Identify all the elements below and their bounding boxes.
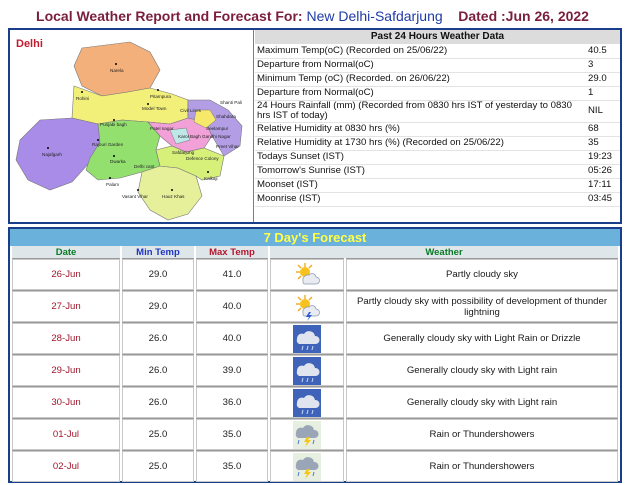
map-label-rohini: Rohini bbox=[76, 96, 90, 101]
forecast-description: Partly cloudy sky bbox=[346, 258, 618, 290]
forecast-max-temp: 35.0 bbox=[196, 418, 268, 450]
forecast-description: Rain or Thundershowers bbox=[346, 450, 618, 482]
map-label-seelampur: Seelampur bbox=[206, 126, 229, 131]
stat-label: Moonrise (IST) bbox=[255, 192, 582, 206]
stat-row bbox=[255, 136, 620, 150]
col-date: Date bbox=[12, 246, 120, 258]
map-label-shanti-pali: Shanti Pali bbox=[220, 100, 242, 105]
forecast-min-temp: 29.0 bbox=[122, 290, 194, 322]
stat-row bbox=[255, 58, 620, 72]
forecast-max-temp: 36.0 bbox=[196, 386, 268, 418]
forecast-min-temp: 29.0 bbox=[122, 258, 194, 290]
map-label-kalkaji: Kalkaji bbox=[204, 176, 218, 181]
map-label-najafgarh: Najafgarh bbox=[42, 152, 62, 157]
forecast-description: Generally cloudy sky with Light rain bbox=[346, 354, 618, 386]
cloud-rain-icon bbox=[293, 325, 321, 353]
map-label-preet-vihar: Preet Vihar bbox=[216, 144, 239, 149]
map-label-shahdara: Shahdara bbox=[216, 114, 236, 119]
forecast-min-temp: 26.0 bbox=[122, 322, 194, 354]
past-24-hours-title: Past 24 Hours Weather Data bbox=[255, 30, 620, 44]
stat-row bbox=[255, 44, 620, 58]
stat-row bbox=[255, 100, 620, 122]
station-name: New Delhi-Safdarjung bbox=[306, 8, 443, 24]
col-min-temp: Min Temp bbox=[122, 246, 194, 258]
stat-row bbox=[255, 86, 620, 100]
stat-label: Relative Humidity at 0830 hrs (%) bbox=[255, 122, 582, 136]
stat-label: Departure from Normal(oC) bbox=[255, 58, 582, 72]
col-weather: Weather bbox=[270, 246, 618, 258]
current-weather-panel bbox=[8, 28, 622, 224]
map-label-pitampura: Pitampura bbox=[150, 94, 171, 99]
forecast-description: Generally cloudy sky with Light rain bbox=[346, 386, 618, 418]
stat-label: 24 Hours Rainfall (mm) (Recorded from 0830 hrs IST of yesterday to 0830 hrs IST of today) bbox=[255, 100, 582, 122]
forecast-max-temp: 41.0 bbox=[196, 258, 268, 290]
col-max-temp: Max Temp bbox=[196, 246, 268, 258]
forecast-max-temp: 39.0 bbox=[196, 354, 268, 386]
stat-value: 29.0 bbox=[582, 72, 620, 86]
map-region-label: Delhi bbox=[16, 38, 43, 50]
forecast-row bbox=[12, 322, 618, 354]
forecast-min-temp: 26.0 bbox=[122, 354, 194, 386]
forecast-date: 30-Jun bbox=[12, 386, 120, 418]
map-label-dwarka: Dwarka bbox=[110, 159, 126, 164]
stat-value: 1 bbox=[582, 86, 620, 100]
forecast-max-temp: 35.0 bbox=[196, 450, 268, 482]
partly-cloudy-thunder-icon bbox=[293, 293, 321, 321]
stat-value: 05:26 bbox=[582, 164, 620, 178]
map-label-defence-colony: Defence Colony bbox=[186, 156, 219, 161]
stat-value: 03:45 bbox=[582, 192, 620, 206]
past-24-hours-panel bbox=[255, 30, 620, 222]
stat-value: 17:11 bbox=[582, 178, 620, 192]
map-label-civil-lines: Civil Lines bbox=[180, 108, 201, 113]
stat-row bbox=[255, 72, 620, 86]
page-title bbox=[0, 8, 625, 24]
stat-label: Todays Sunset (IST) bbox=[255, 150, 582, 164]
stat-row bbox=[255, 164, 620, 178]
map-label-delhi-cant: Delhi cant bbox=[134, 164, 155, 169]
forecast-icon-cell bbox=[270, 258, 344, 290]
stat-row bbox=[255, 178, 620, 192]
forecast-row bbox=[12, 418, 618, 450]
map-label-narela: Narela bbox=[110, 68, 124, 73]
map-label-vasant-vihar: Vasant Vihar bbox=[122, 194, 148, 199]
forecast-date: 27-Jun bbox=[12, 290, 120, 322]
map-label-safdarjung: Safdarjung bbox=[172, 150, 195, 155]
forecast-icon-cell bbox=[270, 290, 344, 322]
stat-value: 35 bbox=[582, 136, 620, 150]
forecast-row bbox=[12, 258, 618, 290]
forecast-table bbox=[10, 246, 620, 482]
map-label-punjabi-bagh: Punjabi bagh bbox=[100, 122, 127, 127]
forecast-icon-cell bbox=[270, 354, 344, 386]
stat-value: 68 bbox=[582, 122, 620, 136]
report-date: Dated :Jun 26, 2022 bbox=[458, 8, 589, 24]
forecast-row bbox=[12, 386, 618, 418]
forecast-min-temp: 25.0 bbox=[122, 418, 194, 450]
thunderstorm-icon bbox=[293, 421, 321, 449]
forecast-description: Rain or Thundershowers bbox=[346, 418, 618, 450]
stat-row bbox=[255, 150, 620, 164]
stat-value: 3 bbox=[582, 58, 620, 72]
stat-value: 40.5 bbox=[582, 44, 620, 58]
report-title: Local Weather Report and Forecast For: bbox=[36, 8, 303, 24]
stat-label: Moonset (IST) bbox=[255, 178, 582, 192]
cloud-rain-icon bbox=[293, 357, 321, 385]
forecast-description: Partly cloudy sky with possibility of development of thunder lightning bbox=[346, 290, 618, 322]
forecast-max-temp: 40.0 bbox=[196, 290, 268, 322]
delhi-district-map bbox=[10, 30, 254, 222]
forecast-icon-cell bbox=[270, 418, 344, 450]
partly-cloudy-icon bbox=[293, 261, 321, 289]
forecast-date: 02-Jul bbox=[12, 450, 120, 482]
forecast-description: Generally cloudy sky with Light Rain or Drizzle bbox=[346, 322, 618, 354]
stat-row bbox=[255, 192, 620, 206]
stat-row bbox=[255, 122, 620, 136]
stat-label: Minimum Temp (oC) (Recorded. on 26/06/22) bbox=[255, 72, 582, 86]
forecast-row bbox=[12, 290, 618, 322]
stat-label: Tomorrow's Sunrise (IST) bbox=[255, 164, 582, 178]
map-region-northwest bbox=[72, 86, 188, 124]
map-label-hauz-khas: Hauz Khas bbox=[162, 194, 185, 199]
stat-label: Maximum Temp(oC) (Recorded on 25/06/22) bbox=[255, 44, 582, 58]
map-label-palam: Palam bbox=[106, 182, 120, 187]
forecast-max-temp: 40.0 bbox=[196, 322, 268, 354]
forecast-min-temp: 25.0 bbox=[122, 450, 194, 482]
delhi-map bbox=[10, 30, 254, 222]
stat-label: Departure from Normal(oC) bbox=[255, 86, 582, 100]
cloud-rain-icon bbox=[293, 389, 321, 417]
map-label-patel-nagar: Patel nagar bbox=[150, 126, 174, 131]
stat-value: NIL bbox=[582, 100, 620, 122]
forecast-date: 01-Jul bbox=[12, 418, 120, 450]
forecast-row bbox=[12, 354, 618, 386]
forecast-icon-cell bbox=[270, 322, 344, 354]
forecast-title: 7 Day's Forecast bbox=[10, 229, 620, 246]
forecast-date: 26-Jun bbox=[12, 258, 120, 290]
past-24-hours-table bbox=[255, 44, 620, 207]
forecast-panel bbox=[8, 227, 622, 483]
stat-label: Relative Humidity at 1730 hrs (%) (Recorded on 25/06/22) bbox=[255, 136, 582, 150]
forecast-date: 28-Jun bbox=[12, 322, 120, 354]
map-label-karol-bagh: Karol Bagh bbox=[178, 134, 201, 139]
forecast-icon-cell bbox=[270, 450, 344, 482]
thunderstorm-icon bbox=[293, 453, 321, 481]
map-label-model-town: Model Town bbox=[142, 106, 167, 111]
stat-value: 19:23 bbox=[582, 150, 620, 164]
forecast-date: 29-Jun bbox=[12, 354, 120, 386]
map-label-gandhi-nagar: Gandhi Nagar bbox=[202, 134, 231, 139]
forecast-min-temp: 26.0 bbox=[122, 386, 194, 418]
forecast-icon-cell bbox=[270, 386, 344, 418]
map-label-rajouri-garden: Rajouri Garden bbox=[92, 142, 124, 147]
forecast-row bbox=[12, 450, 618, 482]
